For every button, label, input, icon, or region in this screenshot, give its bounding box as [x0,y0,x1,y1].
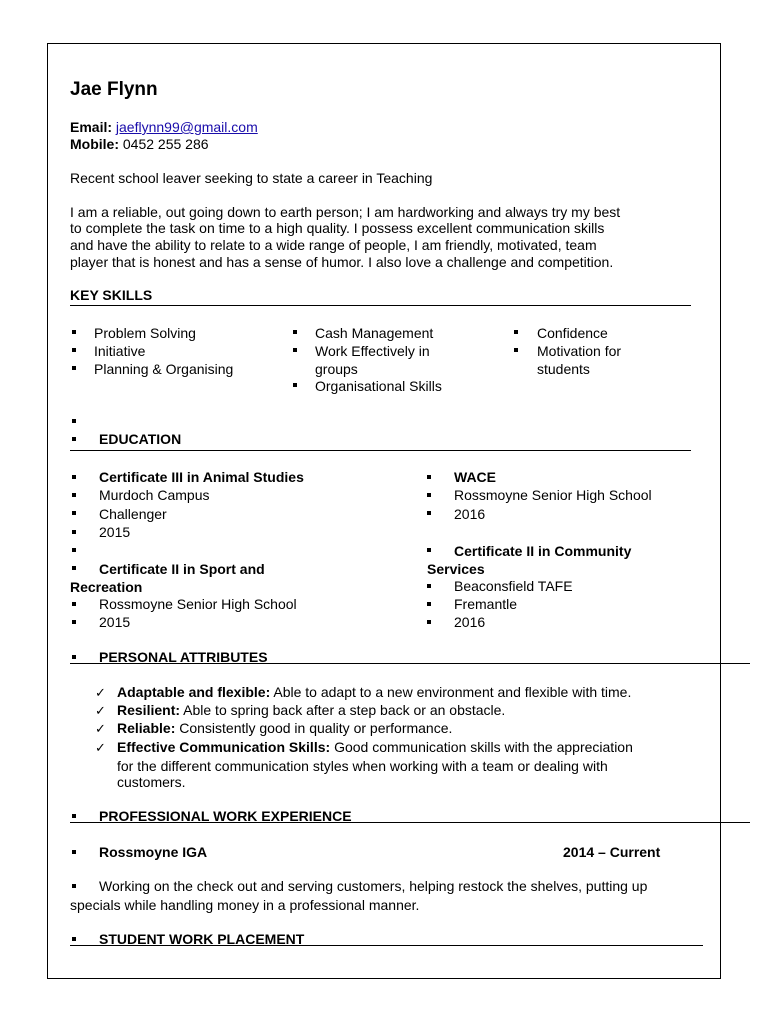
bullet-icon [72,602,76,606]
check-icon: ✓ [95,740,106,755]
section-divider [70,822,750,823]
email-row [70,119,258,136]
skill-item: groups [315,361,358,377]
attribute-item [117,720,452,737]
attribute-label: Resilient: [117,702,181,718]
bullet-icon [72,437,76,441]
bullet-icon [427,548,431,552]
summary-line: to complete the task on time to a high quality. I possess excellent communication skills [70,220,605,236]
education-detail: 2015 [99,614,131,630]
check-icon: ✓ [95,685,106,700]
mobile-row [70,136,209,153]
mobile-label: Mobile: [70,136,119,152]
attribute-text: Good communication skills with the appreciation [334,739,633,755]
key-skills-heading: KEY SKILLS [70,287,153,303]
bullet-icon [72,620,76,624]
skill-item: Work Effectively in [315,343,430,359]
attribute-continuation: for the different communication styles when working with a team or dealing with [117,758,608,774]
attribute-item [117,684,631,701]
bullet-icon [293,330,297,334]
education-detail: 2016 [454,506,486,522]
bullet-icon [72,814,76,818]
education-detail: Beaconsfield TAFE [454,578,573,594]
attribute-item [117,739,633,756]
check-icon: ✓ [95,703,106,718]
bullet-icon [72,884,76,888]
education-detail: Fremantle [454,596,518,612]
education-title: Recreation [70,579,143,595]
education-detail: Challenger [99,506,167,522]
bullet-icon [293,348,297,352]
mobile-value: 0452 255 286 [122,136,209,152]
attribute-label: Effective Communication Skills: [117,739,331,755]
bullet-icon [72,548,76,552]
education-title: Certificate II in Sport and [99,561,265,577]
check-icon: ✓ [95,721,106,736]
bullet-icon [72,566,76,570]
section-divider [70,305,691,306]
bullet-icon [72,419,76,423]
section-divider [70,450,691,451]
bullet-icon [72,348,76,352]
education-title: WACE [454,469,496,485]
employment-dates: 2014 – Current [563,844,661,860]
email-label: Email: [70,119,113,135]
education-heading: EDUCATION [99,431,182,447]
bullet-icon [72,330,76,334]
bullet-icon [427,493,431,497]
bullet-icon [72,511,76,515]
placement-heading: STUDENT WORK PLACEMENT [99,931,305,947]
bullet-icon [72,530,76,534]
bullet-icon [427,584,431,588]
objective: Recent school leaver seeking to state a career in Teaching [70,170,433,186]
bullet-icon [72,655,76,659]
skill-item: Initiative [94,343,146,359]
education-detail: 2015 [99,524,131,540]
candidate-name: Jae Flynn [70,79,158,100]
skill-item: Cash Management [315,325,434,341]
bullet-icon [514,348,518,352]
bullet-icon [72,366,76,370]
bullet-icon [427,602,431,606]
skill-item: Motivation for [537,343,622,359]
skill-item: Confidence [537,325,608,341]
education-title: Certificate III in Animal Studies [99,469,304,485]
attribute-label: Adaptable and flexible: [117,684,271,700]
bullet-icon [427,620,431,624]
attribute-text: Consistently good in quality or performance. [179,720,453,736]
attribute-label: Reliable: [117,720,176,736]
section-divider [70,945,703,946]
experience-heading: PROFESSIONAL WORK EXPERIENCE [99,808,352,824]
skill-item: Organisational Skills [315,378,442,394]
bullet-icon [427,511,431,515]
bullet-icon [72,475,76,479]
bullet-icon [293,383,297,387]
summary-line: I am a reliable, out going down to earth person; I am hardworking and always try my best [70,204,621,220]
education-title: Certificate II in Community [454,543,632,559]
skill-item: Problem Solving [94,325,196,341]
job-description: Working on the check out and serving customers, helping restock the shelves, putting up [99,878,648,894]
bullet-icon [72,493,76,497]
summary-line: and have the ability to relate to a wide range of people, I am friendly, motivated, team [70,237,597,253]
summary-line: player that is honest and has a sense of humor. I also love a challenge and competition. [70,254,614,270]
attribute-text: Able to spring back after a step back or an obstacle. [183,702,506,718]
education-detail: 2016 [454,614,486,630]
education-detail: Murdoch Campus [99,487,210,503]
education-title: Services [427,561,485,577]
job-description: specials while handling money in a professional manner. [70,897,420,913]
employer-name: Rossmoyne IGA [99,844,208,860]
skill-item: Planning & Organising [94,361,234,377]
bullet-icon [427,475,431,479]
email-link[interactable]: jaeflynn99@gmail.com [115,119,258,135]
attributes-heading: PERSONAL ATTRIBUTES [99,649,268,665]
attribute-continuation: customers. [117,774,186,790]
attribute-text: Able to adapt to a new environment and flexible with time. [273,684,632,700]
education-detail: Rossmoyne Senior High School [99,596,297,612]
skill-item: students [537,361,590,377]
bullet-icon [514,330,518,334]
bullet-icon [72,937,76,941]
bullet-icon [72,850,76,854]
section-divider [70,663,750,664]
education-detail: Rossmoyne Senior High School [454,487,652,503]
attribute-item [117,702,505,719]
